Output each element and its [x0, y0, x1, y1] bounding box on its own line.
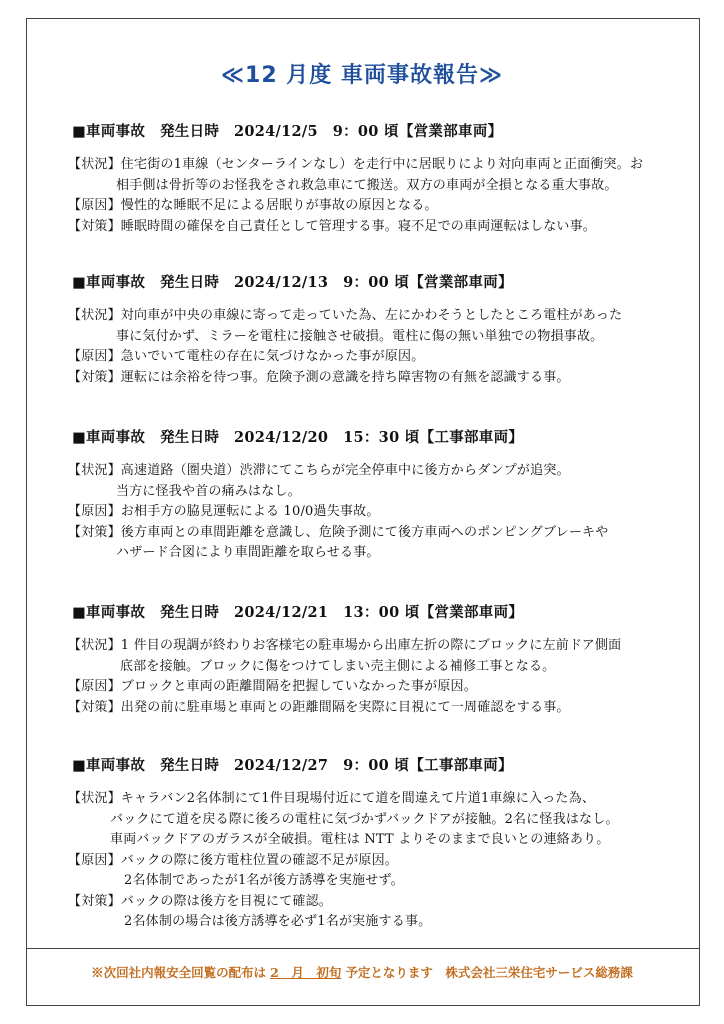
situation-continued-line: 相手側は骨折等のお怪我をされ救急車にて搬送。双方の車両が全損となる重大事故。 — [116, 177, 618, 193]
incident-5 — [68, 754, 668, 933]
countermeasure-line: 【対策】後方車両との車間距離を意識し、危険予測にて後方車両へのポンピングブレーキや — [68, 524, 609, 540]
report-title: ≪12 月度 車両事故報告≫ — [221, 63, 503, 88]
incident-heading: ■車両事故 発生日時 2024/12/20 15：30 頃【工事部車両】 — [72, 429, 524, 446]
countermeasure-line: 【対策】出発の前に駐車場と車両との距離間隔を実際に目視にて一周確認をする事。 — [68, 699, 570, 715]
incident-2 — [68, 271, 668, 388]
situation-continued-line: 底部を接触。ブロックに傷をつけてしまい売主側による補修工事となる。 — [120, 658, 556, 674]
incident-1 — [68, 120, 668, 237]
countermeasure-line: 【対策】バックの際は後方を目視にて確認。 — [68, 893, 333, 909]
countermeasure-line: 【対策】睡眠時間の確保を自己責任として管理する事。寝不足での車両運転はしない事。 — [68, 218, 597, 234]
situation-continued-line: 車両バックドアのガラスが全破損。電柱は NTT よりそのままで良いとの連絡あり。 — [110, 832, 610, 847]
cause-line: 【原因】バックの際に後方電柱位置の確認不足が原因。 — [68, 852, 399, 868]
footer-prefix: ※次回社内報安全回覧の配布は — [91, 965, 267, 980]
situation-line: 【状況】対向車が中央の車線に寄って走っていた為、左にかわそうとしたところ電柱があった — [68, 308, 623, 323]
footer-divider — [26, 948, 700, 949]
incident-heading: ■車両事故 発生日時 2024/12/5 9：00 頃【営業部車両】 — [72, 123, 503, 140]
cause-line: 【原因】ブロックと車両の距離間隔を把握していなかった事が原因。 — [68, 679, 477, 694]
countermeasure-continued-line: 2名体制の場合は後方誘導を必ず1名が実施する事。 — [124, 914, 432, 929]
footer-notice — [0, 963, 724, 981]
situation-continued-line: バックにて道を戻る際に後ろの電柱に気づかずバックドアが接触。2名に怪我はなし。 — [110, 811, 619, 827]
situation-line: 【状況】キャラバン2名体制にて1件目現場付近にて道を間違えて片道1車線に入った為、 — [68, 791, 596, 806]
footer-date: 2 月 初旬 — [270, 965, 342, 980]
situation-line: 【状況】住宅街の1車線（センターラインなし）を走行中に居眠りにより対向車両と正面衝突。お — [68, 157, 644, 172]
situation-line: 【状況】1 件目の現調が終わりお客様宅の駐車場から出庫左折の際にブロックに左前ドア側面 — [68, 638, 622, 653]
cause-line: 【原因】急いでいて電柱の存在に気づけなかった事が原因。 — [68, 349, 425, 364]
countermeasure-continued-line: ハザード合図により車間距離を取らせる事。 — [116, 545, 380, 560]
situation-continued-line: 当方に怪我や首の痛みはなし。 — [116, 483, 301, 499]
footer-suffix: 予定となります 株式会社三栄住宅サービス総務課 — [345, 965, 633, 980]
cause-line: 【原因】慢性的な睡眠不足による居眠りが事故の原因となる。 — [68, 198, 438, 213]
incident-heading: ■車両事故 発生日時 2024/12/13 9：00 頃【営業部車両】 — [72, 274, 513, 291]
cause-continued-line: 2名体制であったが1名が後方誘導を実施せず。 — [124, 873, 404, 888]
incident-heading: ■車両事故 発生日時 2024/12/27 9：00 頃【工事部車両】 — [72, 757, 513, 774]
situation-continued-line: 事に気付かず、ミラーを電柱に接触させ破損。電柱に傷の無い単独での物損事故。 — [116, 328, 604, 344]
countermeasure-line: 【対策】運転には余裕を待つ事。危険予測の意識を持ち障害物の有無を認識する事。 — [68, 369, 570, 385]
incident-4 — [68, 601, 668, 718]
cause-line: 【原因】お相手方の脇見運転による 10/0過失事故。 — [68, 504, 380, 519]
situation-line: 【状況】高速道路（圏央道）渋滞にてこちらが完全停車中に後方からダンプが追突。 — [68, 463, 570, 478]
incident-heading: ■車両事故 発生日時 2024/12/21 13：00 頃【営業部車両】 — [72, 604, 524, 621]
incident-3 — [68, 426, 668, 564]
